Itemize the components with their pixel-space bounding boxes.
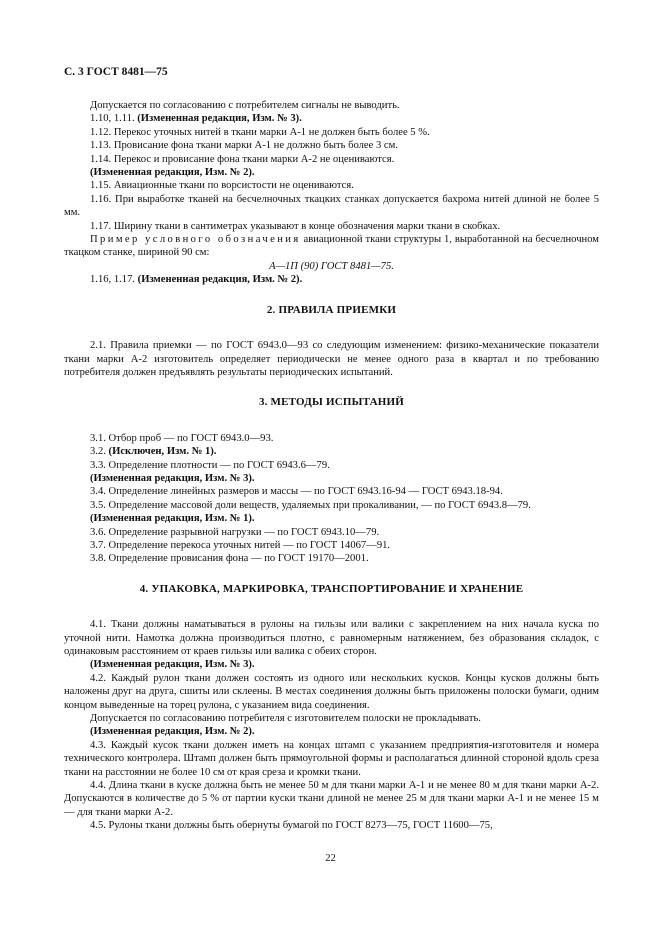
revision-note: (Измененная редакция, Изм. № 3). xyxy=(90,659,255,671)
paragraph: 2.1. Правила приемки — по ГОСТ 6943.0—93 со следующим изменением: физико-механические показатели ткани марки А-2 изготовитель определяет периодически не менее одного раза в квартал и по требованию потребителя должен предъявлять результаты периодических испытаний. xyxy=(64,340,599,378)
paragraph: 4.1. Ткани должны наматываться в рулоны на гильзы или валики с закреплением на них начала куска по уточной нити. Намотка должна производиться плотно, с равномерным натяжением, без образования складок, с одинаковым расстоянием от краев гильзы или валика с обеих сторон. xyxy=(64,619,599,657)
page-content xyxy=(64,99,599,833)
page-header: С. 3 ГОСТ 8481—75 xyxy=(64,66,168,78)
paragraph: Допускается по согласованию с потребителем сигналы не выводить. xyxy=(90,100,400,111)
revision-note: (Измененная редакция, Изм. № 3). xyxy=(137,113,302,125)
clause-number: 1.16, 1.17. xyxy=(90,274,138,286)
clause-number: 3.2. xyxy=(90,446,109,458)
revision-note: (Измененная редакция, Изм. № 2). xyxy=(90,726,255,738)
paragraph: 4.4. Длина ткани в куске должна быть не менее 50 м для ткани марки А-1 и не менее 80 м для ткани марки А-2. Допускаются в количестве до 5 % от партии куски ткани длиной не менее 25 м для ткани марки А-1 и не менее 15 м — для ткани марки А-2. xyxy=(64,780,599,818)
clause-number: 1.10, 1.11. xyxy=(90,113,138,125)
page-number: 22 xyxy=(325,853,336,864)
revision-note: (Измененная редакция, Изм. № 2). xyxy=(137,274,303,286)
paragraph: 3.4. Определение линейных размеров и массы — по ГОСТ 6943.16-94 — ГОСТ 6943.18-94. xyxy=(90,486,503,498)
paragraph: 1.16. При выработке тканей на бесчелночных ткацких станках допускается бахрома нитей длиной не более 5 мм. xyxy=(64,193,599,219)
section-heading: 2. ПРАВИЛА ПРИЕМКИ xyxy=(266,303,397,316)
paragraph: 1.12. Перекос уточных нитей в ткани марки А-1 не должен быть более 5 %. xyxy=(90,126,430,138)
paragraph: 1.14. Перекос и провисание фона ткани марки А-2 не оцениваются. xyxy=(90,153,395,165)
paragraph: 4.2. Каждый рулон ткани должен состоять из одного или нескольких кусков. Концы кусков должны быть наложены друг на друга, сшиты или склеены. В местах соединения должны быть приложены полоски бумаги, одним концом выведенные на торец рулона, с указанием вида соединения. xyxy=(64,672,599,711)
section-heading: 4. УПАКОВКА, МАРКИРОВКА, ТРАНСПОРТИРОВАНИЕ И ХРАНЕНИЕ xyxy=(139,582,524,595)
paragraph xyxy=(64,445,599,458)
revision-note: (Измененная редакция, Изм. № 1). xyxy=(90,513,255,525)
paragraph: 3.1. Отбор проб — по ГОСТ 6943.0—93. xyxy=(90,432,274,444)
paragraph: Допускается по согласованию потребителя с изготовителем полоски не прокладывать. xyxy=(90,713,481,725)
paragraph: 3.5. Определение массовой доли веществ, удаляемых при прокаливании, — по ГОСТ 6943.8—79. xyxy=(90,499,531,511)
revision-note: (Измененная редакция, Изм. № 3). xyxy=(90,472,255,484)
paragraph xyxy=(64,233,599,260)
paragraph xyxy=(64,273,599,286)
section-heading: 3. МЕТОДЫ ИСПЫТАНИЙ xyxy=(258,396,405,409)
paragraph: 3.8. Определение провисания фона — по ГОСТ 19170—2001. xyxy=(90,553,369,565)
revision-note: (Исключен, Изм. № 1). xyxy=(108,446,217,458)
paragraph: 3.3. Определение плотности — по ГОСТ 6943.6—79. xyxy=(90,459,330,471)
paragraph: 3.7. Определение перекоса уточных нитей — по ГОСТ 14067—91. xyxy=(90,539,391,551)
paragraph: 4.3. Каждый кусок ткани должен иметь на концах штамп с указанием предприятия-изготовителя и номера технического контролера. Штамп должен быть прямоугольной формы и располагаться длинной стороной вдоль среза ткани на расстоянии не более 10 см от края среза и кромки ткани. xyxy=(64,739,599,778)
example-text: авиационной ткани структуры 1, выработанной на бесчелночном ткацком станке, шириной 90 см: xyxy=(64,234,600,259)
paragraph: 1.15. Авиационные ткани по ворсистости не оцениваются. xyxy=(90,180,354,192)
paragraph: 1.17. Ширину ткани в сантиметрах указывают в конце обозначения марки ткани в скобках. xyxy=(90,220,501,232)
designation-formula: А—1П (90) ГОСТ 8481—75. xyxy=(269,260,394,272)
paragraph xyxy=(64,112,599,125)
paragraph: 4.5. Рулоны ткани должны быть обернуты бумагой по ГОСТ 8273—75, ГОСТ 11600—75, xyxy=(90,820,493,832)
example-label: Пример условного обозначения xyxy=(90,234,301,246)
revision-note: (Измененная редакция, Изм. № 2). xyxy=(90,167,255,179)
paragraph: 3.6. Определение разрывной нагрузки — по ГОСТ 6943.10—79. xyxy=(90,526,380,538)
paragraph: 1.13. Провисание фона ткани марки А-1 не должно быть более 3 см. xyxy=(90,140,398,152)
